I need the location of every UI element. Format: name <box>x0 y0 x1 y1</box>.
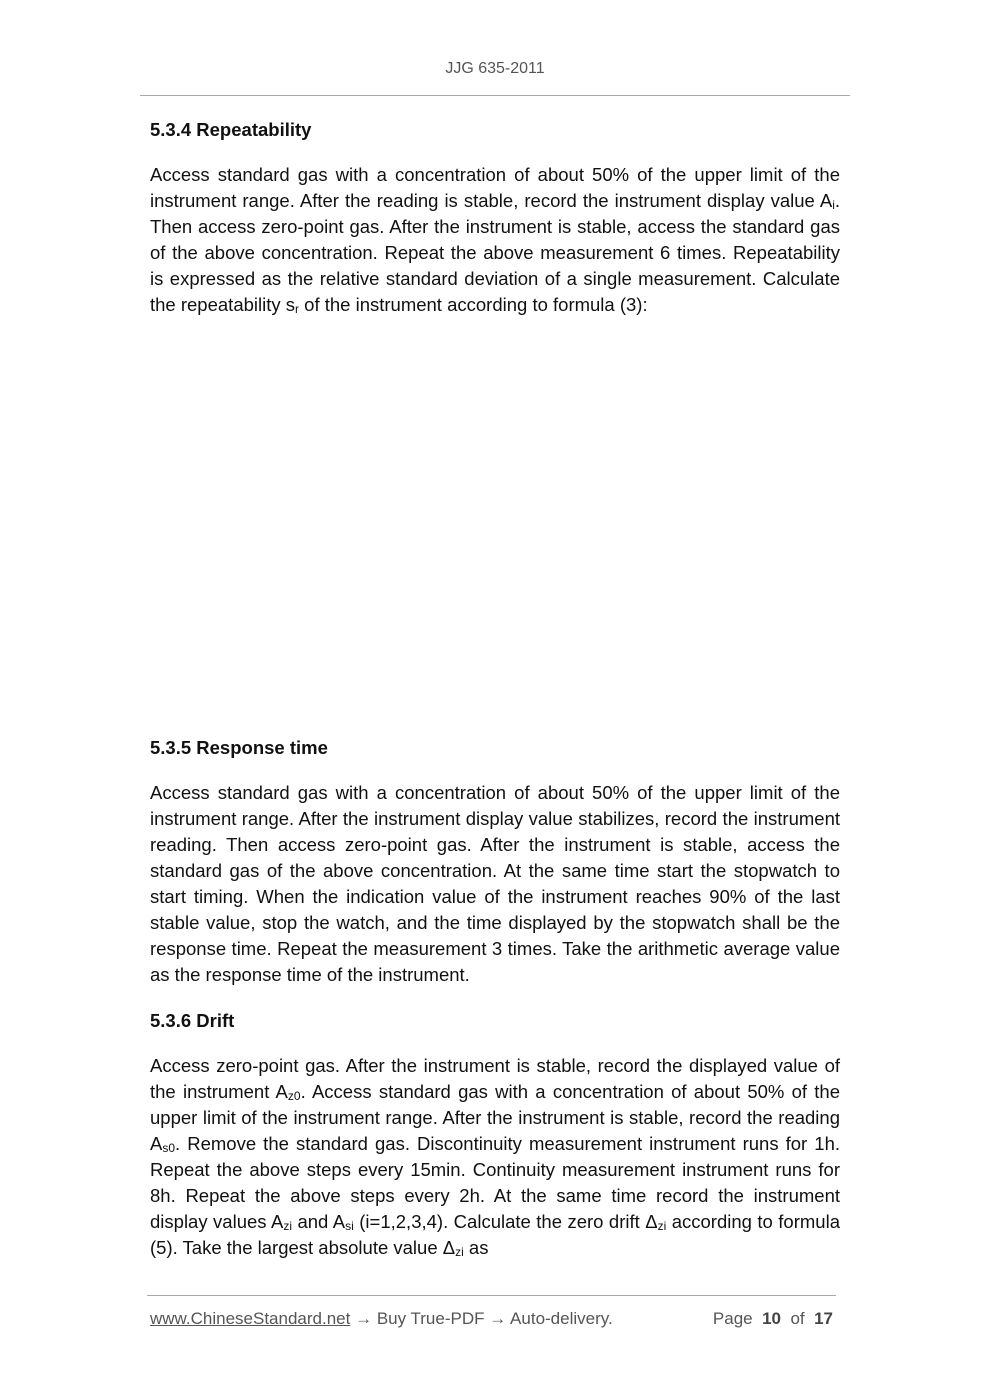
section-drift <box>150 1008 840 1261</box>
text-run: Access standard gas with a concentration of about 50% of the upper limit of the instrument range. After the instrument display value stabilizes, record the instrument reading. Then access zero-point gas. After the instrument is stable, access the standard gas of the above concentration. At the same time start the stopwatch to start timing. When the indication value of the instrument reaches 90% of the last stable value, stop the watch, and the time displayed by the stopwatch shall be the response time. Repeat the measurement 3 times. Take the arithmetic average value as the response time of the instrument. <box>150 782 840 985</box>
subscript: r <box>295 302 300 316</box>
text-run: . Remove the standard gas. Discontinuity measurement instrument runs for 1h. Repeat the above steps every 15min. Continuity measurement instrument runs for 8h. Repeat the above steps every 2h. At the same time record the instrument display values A <box>150 1133 840 1232</box>
text-run: according to formula (5). Take the largest absolute value Δ <box>150 1211 840 1258</box>
page-number: 10 <box>762 1309 781 1328</box>
subscript: zi <box>657 1219 667 1233</box>
page-indicator <box>713 1309 833 1329</box>
subscript: si <box>345 1219 354 1233</box>
text-run: . Access standard gas with a concentration of about 50% of the upper limit of the instrument range. After the instrument is stable, record the reading A <box>150 1081 841 1154</box>
text-run: . Then access zero-point gas. After the instrument is stable, access the standard gas of the above concentration. Repeat the above measurement 6 times. Repeatability is expressed as the relative standard deviation of a single measurement. Calculate the repeatability s <box>150 190 840 315</box>
footer <box>150 1309 833 1329</box>
subscript: s0 <box>162 1141 176 1155</box>
subscript: zi <box>283 1219 292 1233</box>
website-link[interactable]: www.ChineseStandard.net <box>150 1309 351 1328</box>
body-paragraph <box>150 780 840 988</box>
text-run: of the instrument according to formula (3): <box>299 294 648 315</box>
subscript: z0 <box>287 1089 301 1103</box>
section-repeatability <box>150 117 840 318</box>
text-run: Access standard gas with a concentration of about 50% of the upper limit of the instrument range. After the reading is stable, record the instrument display value A <box>150 164 840 211</box>
page-total: 17 <box>814 1309 833 1328</box>
body-paragraph <box>150 1053 840 1261</box>
section-response-time <box>150 735 840 988</box>
document-header: JJG 635-2011 <box>445 60 545 77</box>
text-run: and A <box>292 1211 346 1232</box>
header-divider <box>140 95 850 96</box>
footer-divider <box>147 1295 836 1296</box>
text-run: Access zero-point gas. After the instrument is stable, record the displayed value of the instrument A <box>150 1055 840 1102</box>
footer-left <box>150 1309 613 1329</box>
section-heading: 5.3.4 Repeatability <box>150 119 312 140</box>
text-run: as <box>463 1237 489 1258</box>
buy-text: Buy True-PDF <box>376 1309 485 1328</box>
delivery-text: Auto-delivery. <box>510 1309 613 1328</box>
text-run: (i=1,2,3,4). Calculate the zero drift Δ <box>353 1211 658 1232</box>
body-paragraph <box>150 162 840 318</box>
section-heading: 5.3.6 Drift <box>150 1010 235 1031</box>
of-label: of <box>790 1309 805 1328</box>
arrow-icon: → <box>489 1309 507 1328</box>
arrow-icon: → <box>355 1309 373 1328</box>
section-heading: 5.3.5 Response time <box>150 737 328 758</box>
subscript: i <box>832 198 835 212</box>
page-label: Page <box>712 1309 753 1328</box>
subscript: zi <box>455 1245 464 1259</box>
